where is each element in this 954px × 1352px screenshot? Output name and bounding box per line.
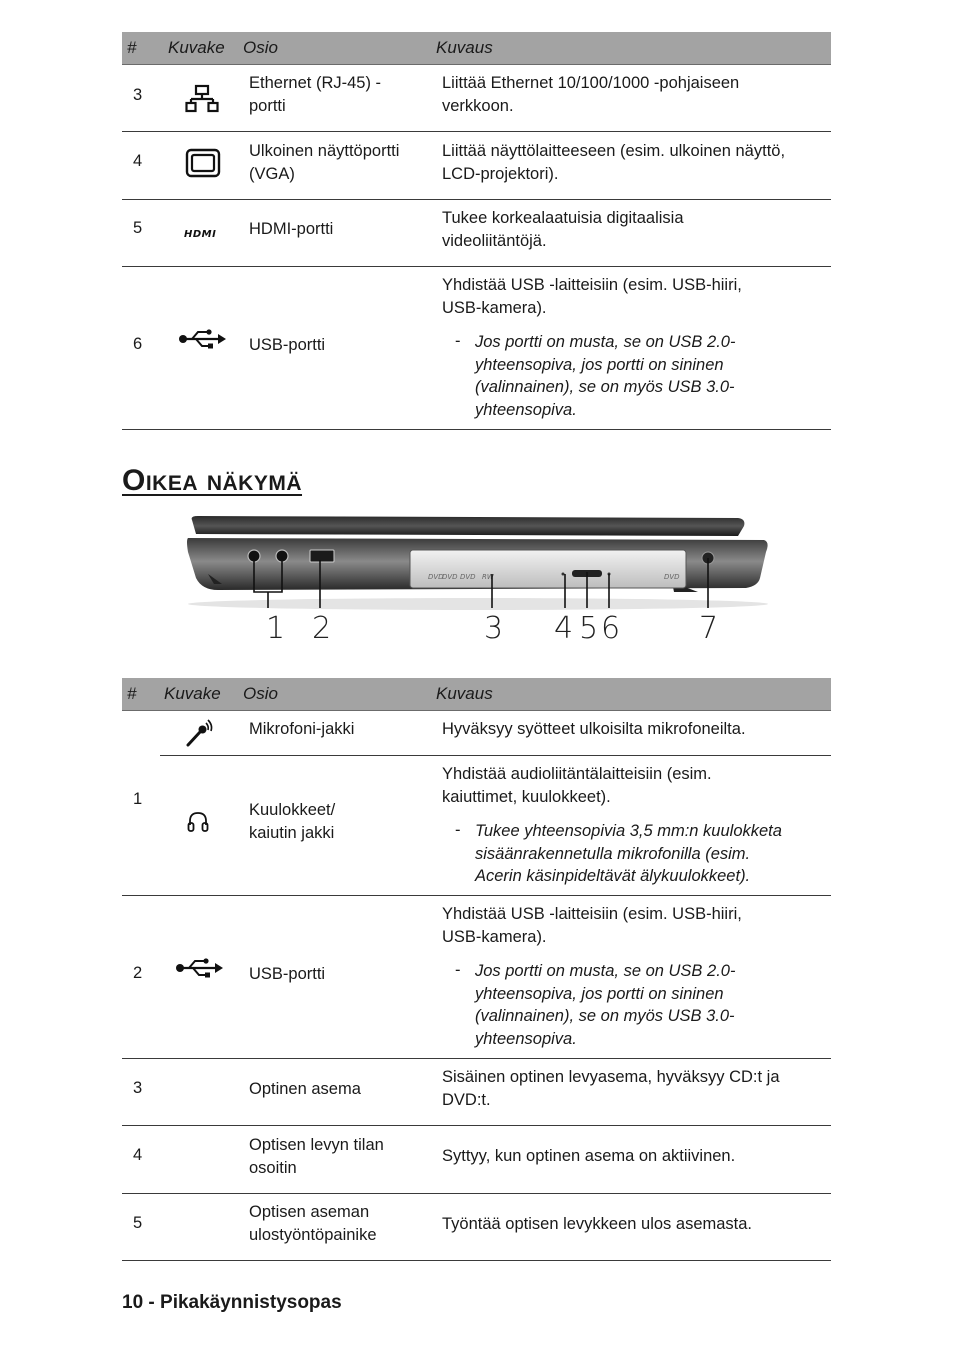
section-label: Kuulokkeet/ [249, 801, 336, 819]
bullet-dash: - [455, 821, 461, 839]
section-label: portti [249, 97, 286, 115]
callout-label: 6 [601, 611, 621, 646]
row-number: 1 [133, 790, 143, 808]
note-text: Jos portti on musta, se on USB 2.0- [475, 962, 736, 980]
row-divider [122, 199, 831, 200]
description: verkkoon. [442, 97, 514, 115]
header-num: # [127, 684, 137, 703]
section-label: osoitin [249, 1159, 297, 1177]
header-section: Osio [243, 38, 278, 57]
row-number: 5 [133, 219, 143, 237]
headphones-icon [186, 810, 210, 834]
description: DVD:t. [442, 1091, 491, 1109]
section-label: Mikrofoni-jakki [249, 720, 355, 738]
vga-icon [185, 148, 221, 178]
row-divider [160, 755, 831, 756]
row-number: 6 [133, 335, 143, 353]
description: videoliitäntöjä. [442, 232, 547, 250]
bullet-dash: - [455, 332, 461, 350]
header-desc: Kuvaus [436, 684, 493, 703]
description: Yhdistää audioliitäntälaitteisiin (esim. [442, 765, 712, 783]
section-label: USB-portti [249, 965, 326, 983]
header-icon: Kuvake [164, 684, 221, 703]
section-label: ulostyöntöpainike [249, 1226, 377, 1244]
drive-logo: DVD [664, 573, 680, 581]
description: Hyväksyy syötteet ulkoisilta mikrofoneilta. [442, 720, 746, 738]
note-text: Acerin käsinpideltävät älykuulokkeet). [475, 867, 751, 885]
section-heading: Oikea näkymä [122, 464, 303, 497]
ethernet-icon [185, 84, 219, 114]
bullet-dash: - [455, 961, 461, 979]
note-text: Tukee yhteensopivia 3,5 mm:n kuulokketa [475, 822, 782, 840]
section-label: USB-portti [249, 336, 326, 354]
callout-label: 5 [579, 611, 599, 646]
table-header [122, 32, 831, 65]
row-divider [122, 1125, 831, 1126]
row-number: 4 [133, 1146, 143, 1164]
note-text: Jos portti on musta, se on USB 2.0- [475, 333, 736, 351]
row-number: 3 [133, 86, 143, 104]
ports-table-2 [122, 678, 831, 1262]
description: Sisäinen optinen levyasema, hyväksyy CD:t ja [442, 1068, 780, 1086]
row-number: 5 [133, 1214, 143, 1232]
callout-label: 4 [554, 611, 574, 646]
row-divider [122, 266, 831, 267]
callout-label: 3 [484, 611, 504, 646]
row-divider [122, 1260, 831, 1261]
row-number: 2 [133, 964, 143, 982]
row-divider [122, 1193, 831, 1194]
description: Liittää Ethernet 10/100/1000 -pohjaiseen [442, 74, 740, 92]
table-header [122, 678, 831, 711]
usb-icon [175, 957, 225, 979]
description: Liittää näyttölaitteeseen (esim. ulkoinen näyttö, [442, 142, 786, 160]
note-text: (valinnainen), se on myös USB 3.0- [475, 378, 735, 396]
page-footer: 10 - Pikakäynnistysopas [122, 1292, 342, 1313]
section-label: kaiutin jakki [249, 824, 335, 842]
description: USB-kamera). [442, 928, 547, 946]
row-divider [122, 131, 831, 132]
row-divider [122, 895, 831, 896]
description: Yhdistää USB -laitteisiin (esim. USB-hiiri, [442, 905, 742, 923]
drive-logo: DVD [442, 573, 458, 581]
description: Tukee korkealaatuisia digitaalisia [442, 209, 684, 227]
note-text: yhteensopiva, jos portti on sininen [475, 985, 724, 1003]
note-text: (valinnainen), se on myös USB 3.0- [475, 1007, 735, 1025]
section-label: Optinen asema [249, 1080, 361, 1098]
description: kaiuttimet, kuulokkeet). [442, 788, 611, 806]
svg-text:HDMI: HDMI [184, 229, 217, 239]
header-num: # [127, 38, 137, 57]
row-number: 3 [133, 1079, 143, 1097]
header-desc: Kuvaus [436, 38, 493, 57]
drive-logo: DVD [428, 573, 444, 581]
callout-label: 7 [699, 611, 719, 646]
row-divider [122, 429, 831, 430]
callout-label: 1 [266, 611, 286, 646]
description: Syttyy, kun optinen asema on aktiivinen. [442, 1147, 736, 1165]
note-text: yhteensopiva, jos portti on sininen [475, 356, 724, 374]
note-text: yhteensopiva. [475, 401, 577, 419]
note-text: yhteensopiva. [475, 1030, 577, 1048]
header-icon: Kuvake [168, 38, 225, 57]
section-label: Ethernet (RJ-45) - [249, 74, 382, 92]
description: Yhdistää USB -laitteisiin (esim. USB-hiiri, [442, 276, 742, 294]
description: Työntää optisen levykkeen ulos asemasta. [442, 1215, 753, 1233]
note-text: sisäänrakennetulla mikrofonilla (esim. [475, 845, 751, 863]
header-section: Osio [243, 684, 278, 703]
usb-icon [178, 328, 228, 350]
row-number: 4 [133, 152, 143, 170]
row-divider [122, 1058, 831, 1059]
section-label: (VGA) [249, 165, 295, 183]
section-label: HDMI-portti [249, 220, 334, 238]
drive-logo: DVD [460, 573, 476, 581]
section-label: Optisen aseman [249, 1203, 370, 1221]
section-label: Optisen levyn tilan [249, 1136, 384, 1154]
microphone-icon [185, 718, 215, 748]
description: LCD-projektori). [442, 165, 559, 183]
drive-logo: RW [482, 573, 494, 581]
callout-label: 2 [312, 611, 332, 646]
description: USB-kamera). [442, 299, 547, 317]
laptop-right-side-diagram [178, 512, 778, 616]
ports-table-1 [122, 32, 831, 430]
hdmi-icon [183, 227, 223, 239]
section-label: Ulkoinen näyttöportti [249, 142, 400, 160]
